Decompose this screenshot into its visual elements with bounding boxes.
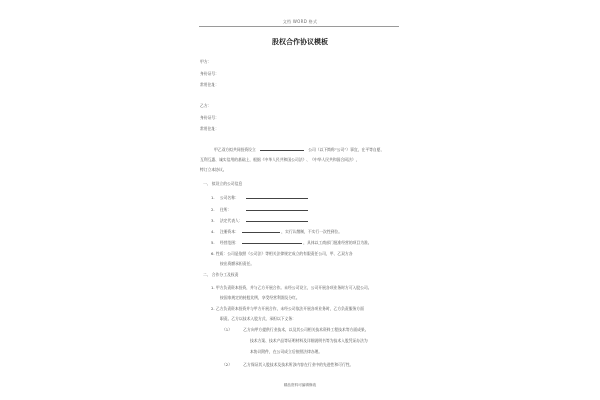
header-rule	[199, 26, 399, 27]
company-name-blank	[260, 147, 304, 151]
item-label: 法定代表人：	[219, 218, 243, 223]
section-2-line-2: 按国家规定的持股比例，享受经营利润及分红。	[220, 295, 300, 300]
intro-text-b: 公司（以下简称“公司”）事宜，在平等自愿、	[308, 147, 385, 152]
section-2-heading: 二、 合作分工及权责	[203, 272, 239, 277]
party-a-id-label: 身份证号：	[200, 71, 219, 76]
sub-item-2-line-1	[222, 362, 353, 367]
item-suffix: ，实行认缴制，不实行一次性到位。	[281, 229, 343, 234]
section-1-item-5	[211, 240, 372, 245]
section-1-item-3	[211, 218, 308, 223]
fill-blank	[242, 229, 280, 233]
sub-item-number: （1）	[222, 327, 233, 332]
page-footer: 精品资料可编辑修改	[283, 383, 317, 387]
section-1-item-1	[211, 195, 308, 200]
item-suffix: ，具体以工商部门批准经营的项目为准。	[303, 240, 372, 245]
party-b-label: 乙方：	[200, 103, 212, 108]
party-b-address-label: 常用住址：	[200, 126, 219, 131]
intro-line-3: 特订立本协议。	[200, 167, 227, 172]
section-2-line-4: 职责。乙方以技术入股方式，承担以下义务：	[220, 316, 296, 321]
intro-text-a: 甲乙双方拟共同投资设立	[214, 147, 256, 152]
section-1-item-4	[211, 229, 342, 234]
document-title: 股权合作协议模板	[272, 38, 328, 46]
section-1-item-2	[211, 207, 308, 212]
item-number: 3.	[211, 218, 215, 223]
sub-item-text: 乙方保证其入股技术及技术所涉内容在行业中的先进性和可行性。	[243, 362, 354, 367]
intro-line-2: 互利互惠、诚实信用的基础上，根据《中华人民共和国公司法》、《中华人民共和国合同法》，	[200, 157, 360, 162]
item-label: 公司名称：	[219, 195, 239, 200]
party-a-label: 甲方：	[200, 59, 212, 64]
sub-item-1-line-2: 技术方案、技术产品等证明材料及详细说明书等为技术入股凭证办法为	[250, 338, 368, 343]
fill-blank	[246, 218, 308, 222]
intro-line-1	[214, 147, 384, 152]
fill-blank	[242, 240, 302, 244]
item-label: 经营范围：	[219, 240, 239, 245]
item-label: 住所：	[219, 207, 232, 212]
party-b-id-label: 身份证号：	[200, 115, 219, 120]
sub-item-text: 乙方向甲方提供行业技术，以及其公司相关技术资料工程技术等方面成果。	[243, 327, 369, 332]
sub-item-number: （2）	[222, 362, 233, 367]
sub-item-1-line-1	[222, 327, 369, 332]
fill-blank	[246, 207, 308, 211]
section-1-item-6-line-1: 6. 性质：公司是依照《公司法》等相关法律规定成立的有限责任公司，甲、乙双方各	[211, 251, 353, 256]
fill-blank	[246, 195, 308, 199]
item-number: 2.	[211, 207, 215, 212]
party-a-address-label: 常用住址：	[200, 82, 219, 87]
section-1-item-6-line-2: 按出资额承担责任。	[220, 261, 255, 266]
section-2-line-1: 1. 甲方负责资本投资，并与乙方开展合作。未经公司设立，公司开展各项业务时方可入股公司。	[211, 285, 372, 290]
item-number: 5.	[211, 240, 215, 245]
page-header: 文档 WORD 格式	[282, 19, 318, 24]
item-number: 4.	[211, 229, 215, 234]
item-number: 1.	[211, 195, 215, 200]
item-label: 注册资本：	[219, 229, 239, 234]
section-1-heading: 一、 拟设立的公司信息	[203, 181, 243, 186]
section-2-line-3: 2. 乙方负责资本投资并与甲方开展合作，未经公司依法开展各项业务时，乙方负责服务方面	[211, 306, 364, 311]
sub-item-1-line-3: 本协议附件，在公司成立后按照法律办理。	[250, 349, 323, 354]
